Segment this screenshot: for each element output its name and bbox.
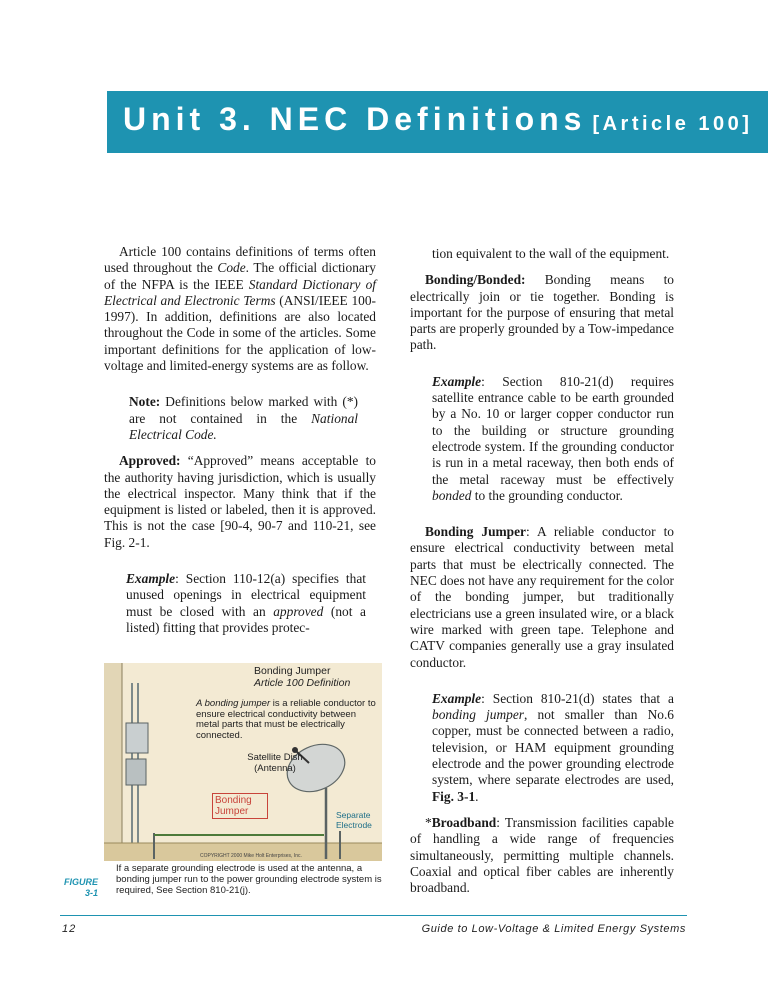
intro-text-mid: . The official dictionary of the NFPA is the IEEE [104,260,376,292]
note-label: Note: [129,394,161,410]
example-label: Example [126,571,176,587]
right-column [410,246,674,906]
approved-example [126,571,366,636]
figure-title-main: Bonding Jumper [254,665,331,677]
figure-definition-text: is a reliable conductor to ensure electrical conductivity between metal parts that must be electrically connected. [196,698,376,741]
dish-label [230,753,320,774]
broadband-definition [410,815,674,896]
example-text-end: (not a listed) fitting that provides protec- [126,603,366,635]
intro-text: Article 100 contains definitions of terms often used throughout the [104,244,376,276]
example2-italic: bonding jumper [432,707,524,723]
approved-text: “Approved” means acceptable to the authority having jurisdiction, which is usually the electrical inspector. Many think that if the equipment is listed or labeled, then it is approved. This is not the case [90-4, 90-7 and 110-21, see Fig. 2-1. [104,453,376,550]
note-paragraph [129,394,358,443]
book-title: Guide to Low-Voltage & Limited Energy Systems [421,923,686,935]
separate-electrode-label: Separate Electrode [336,810,372,830]
dish-label-line2: (Antenna) [254,762,296,774]
title-bar [107,91,768,153]
intro-text-end: (ANSI/IEEE 100-1997). In addition, definitions are also located throughout the Code in some of the articles. Some important definitions for the application of low-voltage and limited-energy systems are as follow. [104,292,376,374]
footer-rule [60,915,687,916]
example1-text-end: to the grounding conductor. [471,487,623,503]
approved-definition [104,453,376,551]
bonding-jumper-example [432,691,674,805]
figure-copyright: COPYRIGHT 2000 Mike Holt Enterprises, Inc. [200,853,302,859]
bonding-term: Bonding/Bonded: [425,272,526,288]
panel-box [126,759,146,785]
example2-text-mid: , not smaller than No.6 copper, must be connected between a radio, television, or HAM equipment grounding electrode and the power grounding electrode system, where separate electrodes are used, [432,707,674,788]
broadband-text: : Transmission facilities capable of handling a wide range of frequencies simultaneously, permitting multiple channels. Coaxial and optical fiber cables are inherently broadband. [410,814,674,896]
dish-label-line1: Satellite Dish [247,752,303,763]
intro-code: Code [217,260,246,276]
example2-text-end: . [475,788,479,804]
bonding-example [432,374,674,504]
example2-text: : Section 810-21(d) states that a [481,690,674,706]
bonding-jumper-label: Bonding Jumper [212,793,268,819]
bonding-jumper-term: Bonding Jumper [425,524,527,540]
figure-caption: If a separate grounding electrode is used at the antenna, a bonding jumper run to the power grounding electrode system is required, See Section 810-21(j). [116,863,382,896]
example1-italic: bonded [432,487,472,503]
unit-title: Unit 3. NEC Definitions [123,101,587,137]
page-title [123,101,752,138]
example1-text: : Section 810-21(d) requires satellite entrance cable to be earth grounded by a No. 10 or larger copper conductor run to the building or structure grounding electrode system. If the grounding conductor is run in a metal raceway, then both ends of the metal raceway must be effectively [432,373,674,487]
building-wall [104,663,122,853]
meter-box [126,723,148,753]
figure-definition [196,699,376,741]
continuation-paragraph: tion equivalent to the wall of the equipment. [432,246,670,261]
example1-label: Example [432,373,482,389]
example-italic: approved [273,603,324,619]
note-italic: National Electrical Code. [129,410,358,442]
intro-dictionary: Standard Dictionary of Electrical and Electronic Terms [104,276,377,308]
note-text: Definitions below marked with (*) are not contained in the [129,394,358,426]
article-subtitle: [Article 100] [592,113,753,135]
example2-label: Example [432,690,482,706]
broadband-star: * [425,814,432,830]
example-text: : Section 110-12(a) specifies that unused openings in electrical equipment must be closed with an [126,571,366,619]
figure-3-1 [104,663,382,911]
figure-reference: Fig. 3-1 [432,788,476,804]
approved-term: Approved: [119,453,181,469]
bonding-jumper-definition [410,524,674,671]
bonding-definition [410,272,674,353]
figure-label-number: 3-1 [84,888,98,898]
figure-label-word: FIGURE [63,877,98,887]
broadband-term: Broadband [431,814,497,830]
bonding-jumper-text: : A reliable conductor to ensure electrical conductivity between metal parts that must be electrically connected. The NEC does not have any requirement for the color of the bonding jumper, but traditionally electricians use a green insulated wire, or a black wire marked with green tape. Telephone and CATV companies generally use a gray insulated conductor. [410,524,675,670]
figure-title-sub: Article 100 Definition [254,677,351,689]
intro-paragraph [104,244,376,374]
page-number: 12 [62,923,77,935]
figure-title [254,665,374,689]
bonding-text: Bonding means to electrically join or tie together. Bonding is important for the purpose of ensuring that metal parts are properly grounded by a Tow-impedance path. [410,272,674,353]
left-column [104,244,376,646]
figure-definition-italic: A bonding jumper [196,698,271,709]
figure-label [60,877,98,899]
